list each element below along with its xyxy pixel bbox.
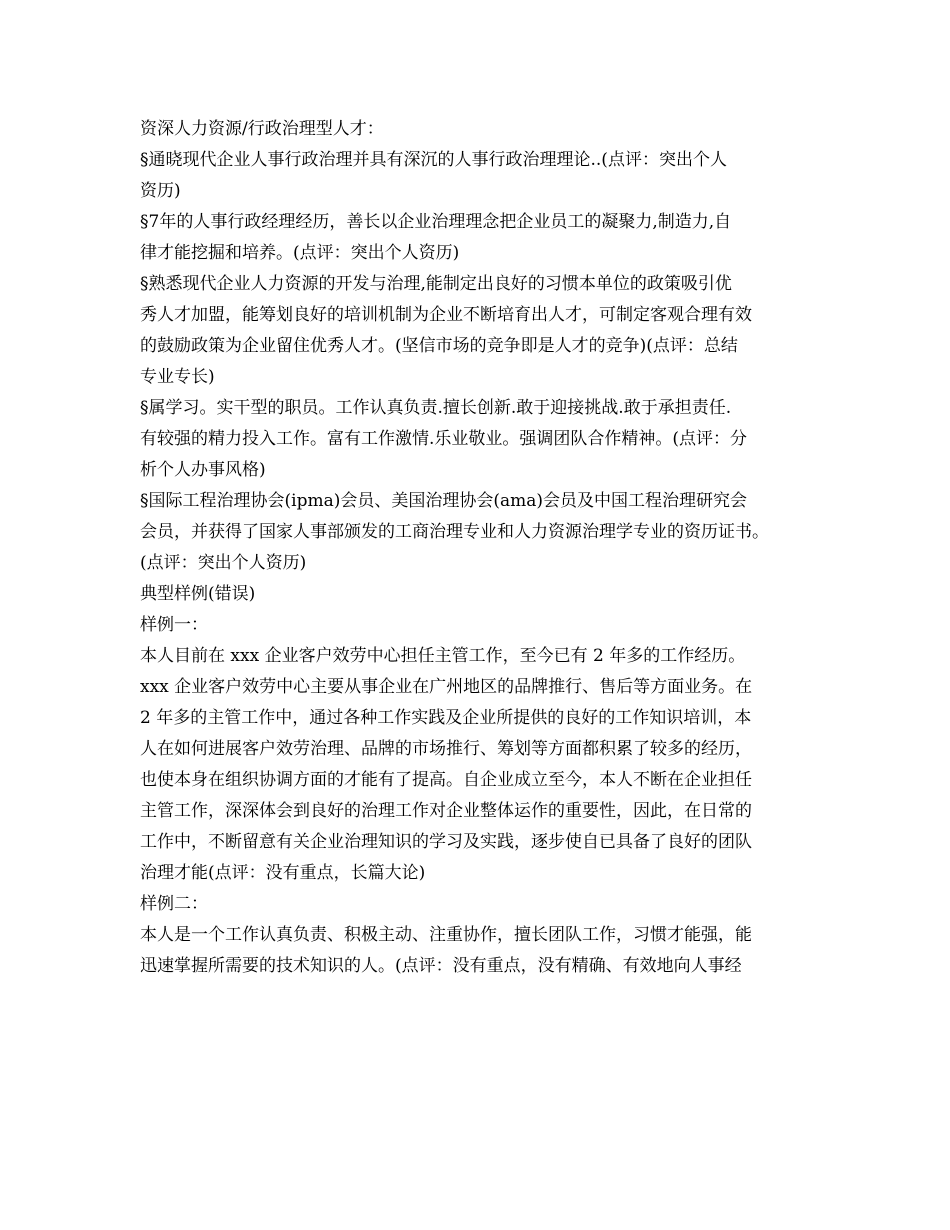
- text-line: 秀人才加盟，能筹划良好的培训机制为企业不断培育出人才，可制定客观合理有效: [140, 305, 752, 325]
- text-line: 治理才能(点评：没有重点，长篇大论): [140, 863, 426, 883]
- text-line: 本人是一个工作认真负责、积极主动、注重协作，擅长团队工作，习惯才能强，能: [140, 925, 752, 945]
- text-line: 本人目前在 xxx 企业客户效劳中心担任主管工作，至今已有 2 年多的工作经历。: [140, 646, 746, 666]
- section-heading: 典型样例(错误): [140, 584, 256, 604]
- text-line: 析个人办事风格): [140, 460, 266, 480]
- text-line: 也使本身在组织协调方面的才能有了提高。自企业成立至今，本人不断在企业担任: [140, 770, 752, 790]
- text-line: §属学习。实干型的职员。工作认真负责.擅长创新.敢于迎接挑战.敢于承担责任.: [140, 398, 732, 418]
- text-line: 人在如何进展客户效劳治理、品牌的市场推行、筹划等方面都积累了较多的经历，: [140, 739, 752, 759]
- text-line: §7年的人事行政经理经历，善长以企业治理理念把企业员工的凝聚力,制造力,自: [140, 212, 732, 232]
- text-line: 迅速掌握所需要的技术知识的人。(点评：没有重点，没有精确、有效地向人事经: [140, 956, 742, 976]
- text-line: 有较强的精力投入工作。富有工作激情.乐业敬业。强调团队合作精神。(点评：分: [140, 429, 748, 449]
- text-line: xxx 企业客户效劳中心主要从事企业在广州地区的品牌推行、售后等方面业务。在: [140, 677, 753, 697]
- text-line: 主管工作，深深体会到良好的治理工作对企业整体运作的重要性，因此，在日常的: [140, 801, 752, 821]
- example-label: 样例二：: [140, 894, 208, 914]
- text-line: 工作中，不断留意有关企业治理知识的学习及实践，逐步使自已具备了良好的团队: [140, 832, 752, 852]
- text-line: 的鼓励政策为企业留住优秀人才。(坚信市场的竞争即是人才的竞争)(点评：总结: [140, 336, 738, 356]
- text-line: 会员，并获得了国家人事部颁发的工商治理专业和人力资源治理学专业的资历证书。: [140, 522, 769, 542]
- text-line: §国际工程治理协会(ipma)会员、美国治理协会(ama)会员及中国工程治理研究会: [140, 491, 747, 511]
- text-line: §通晓现代企业人事行政治理并具有深沉的人事行政治理理论..(点评：突出个人: [140, 150, 727, 170]
- text-line: 专业专长): [140, 367, 215, 387]
- text-line: 资深人力资源/行政治理型人才：: [140, 119, 384, 139]
- text-line: 资历): [140, 181, 181, 201]
- text-line: 2 年多的主管工作中，通过各种工作实践及企业所提供的良好的工作知识培训，本: [140, 708, 752, 728]
- document-body: [140, 114, 820, 982]
- text-line: 律才能挖掘和培养。(点评：突出个人资历): [140, 243, 460, 263]
- text-line: §熟悉现代企业人力资源的开发与治理,能制定出良好的习惯本单位的政策吸引优: [140, 274, 732, 294]
- text-line: (点评：突出个人资历): [140, 553, 307, 573]
- example-label: 样例一：: [140, 615, 208, 635]
